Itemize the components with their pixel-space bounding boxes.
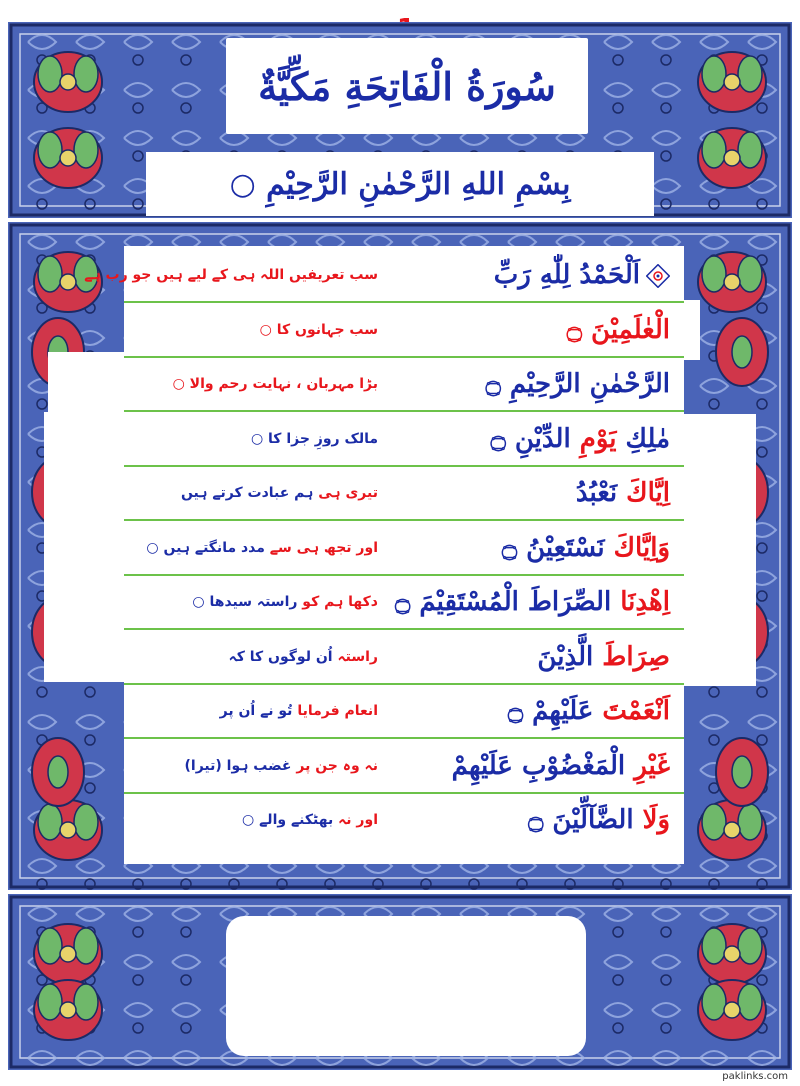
verse-urdu-translation (124, 540, 384, 556)
verse-arabic (384, 751, 684, 781)
panel-extension (684, 414, 756, 686)
verse-urdu-translation (124, 431, 384, 447)
arabic-segment: الَّذِيْنَ (537, 641, 594, 672)
arabic-segment: وَاِيَّاكَ (604, 532, 670, 563)
urdu-segment: نہ وہ جن پر (291, 757, 378, 774)
arabic-segment: اَنْعَمْتَ (593, 696, 670, 726)
surah-title-panel (226, 38, 588, 134)
verse-urdu-translation (124, 322, 384, 338)
arabic-segment: يَوْمِ (579, 423, 617, 454)
verse-arabic (384, 424, 684, 454)
verse-urdu-translation (84, 267, 384, 283)
verse-urdu-translation (124, 703, 384, 719)
urdu-segment: اور نہ (333, 812, 378, 828)
arabic-segment: اِهْدِنَا (611, 587, 670, 617)
urdu-segment: انعام فرمایا (292, 703, 378, 719)
watermark: paklinks.com (722, 1071, 788, 1082)
urdu-segment: تُو نے اُن پر (219, 703, 293, 719)
arabic-segment: الضَّآلِّيْنَ ۝ (528, 805, 634, 835)
verse-row (124, 739, 684, 793)
verse-row (124, 357, 684, 411)
arabic-segment: صِرَاطَ (593, 641, 670, 672)
urdu-segment: ہم عبادت کرتے ہیں (180, 485, 314, 501)
arabic-segment: الصِّرَاطَ الْمُسْتَقِيْمَ ۝ (395, 587, 612, 617)
arabic-segment: نَسْتَعِيْنُ ۝ (501, 532, 605, 563)
verse-row (124, 793, 684, 847)
verse-urdu-translation (124, 758, 384, 774)
verse-row (124, 684, 684, 738)
arabic-segment: الْعٰلَمِيْنَ ۝ (566, 314, 670, 345)
urdu-segment: غضب ہوا (تیرا) (184, 757, 292, 774)
verse-row (124, 521, 684, 575)
verse-arabic (384, 696, 684, 726)
arabic-segment: مٰلِكِ (616, 423, 670, 454)
verse-urdu-translation (124, 649, 384, 665)
verse-row (124, 575, 684, 629)
arabic-segment: وَلَا (633, 805, 670, 835)
verse-ornament-icon (646, 264, 670, 288)
bismillah-panel (146, 152, 654, 216)
verse-arabic (384, 260, 684, 290)
verse-arabic (384, 478, 684, 508)
bismillah: بِسْمِ اللهِ الرَّحْمٰنِ الرَّحِيْمِ ○ (229, 166, 571, 202)
verse-urdu-translation (124, 376, 384, 392)
bottom-blank-panel (226, 916, 586, 1056)
verse-urdu-translation (124, 594, 384, 610)
urdu-segment: دکھا ہم کو (297, 594, 378, 610)
arabic-segment: الْمَغْضُوْبِ عَلَيْهِمْ (451, 750, 626, 781)
verse-row (124, 630, 684, 684)
arabic-segment: عَلَيْهِمْ ۝ (507, 696, 594, 726)
urdu-segment: بھٹکنے والے ○ (242, 812, 334, 828)
verse-row (84, 248, 684, 302)
urdu-segment: سب جہانوں کا ○ (259, 321, 378, 338)
panel-extension (684, 300, 700, 360)
urdu-segment: مدد مانگتے ہیں ○ (146, 539, 265, 556)
verse-urdu-translation (124, 485, 384, 501)
urdu-segment: مالک روزِ جزا کا ○ (250, 430, 378, 447)
arabic-segment: اِيَّاكَ (617, 478, 670, 508)
urdu-segment: راستہ (332, 648, 378, 665)
verse-arabic (384, 315, 684, 345)
verse-row (124, 303, 684, 357)
arabic-segment: نَعْبُدُ (575, 478, 618, 508)
arabic-segment: غَيْرِ (625, 750, 670, 781)
panel-extension (48, 352, 124, 414)
arabic-segment: الرَّحْمٰنِ الرَّحِيْمِ ۝ (485, 369, 670, 399)
verse-arabic (384, 369, 684, 399)
urdu-segment: تیری ہی (313, 485, 378, 501)
urdu-segment: اور تجھ ہی سے (264, 539, 378, 556)
verse-arabic (384, 587, 684, 617)
urdu-segment: راستہ سیدھا ○ (192, 594, 298, 610)
urdu-segment: اُن لوگوں کا کہ (228, 648, 333, 665)
verse-row (124, 412, 684, 466)
arabic-segment: اَلْحَمْدُ لِلّٰهِ رَبِّ (493, 260, 640, 290)
verse-row (124, 466, 684, 520)
urdu-segment: سب تعریفیں اللہ ہی کے لیے ہیں جو رب ہے (84, 267, 378, 283)
verse-arabic (384, 533, 684, 563)
arabic-segment: الدِّيْنِ ۝ (490, 423, 580, 454)
panel-extension (44, 412, 124, 682)
verse-arabic (384, 642, 684, 672)
verse-urdu-translation (124, 812, 384, 828)
urdu-segment: بڑا مہربان ، نہایت رحم والا ○ (172, 376, 378, 392)
surah-title: سُورَةُ الْفَاتِحَةِ مَكِّيَّةٌ (258, 63, 556, 109)
verse-arabic (384, 805, 684, 835)
